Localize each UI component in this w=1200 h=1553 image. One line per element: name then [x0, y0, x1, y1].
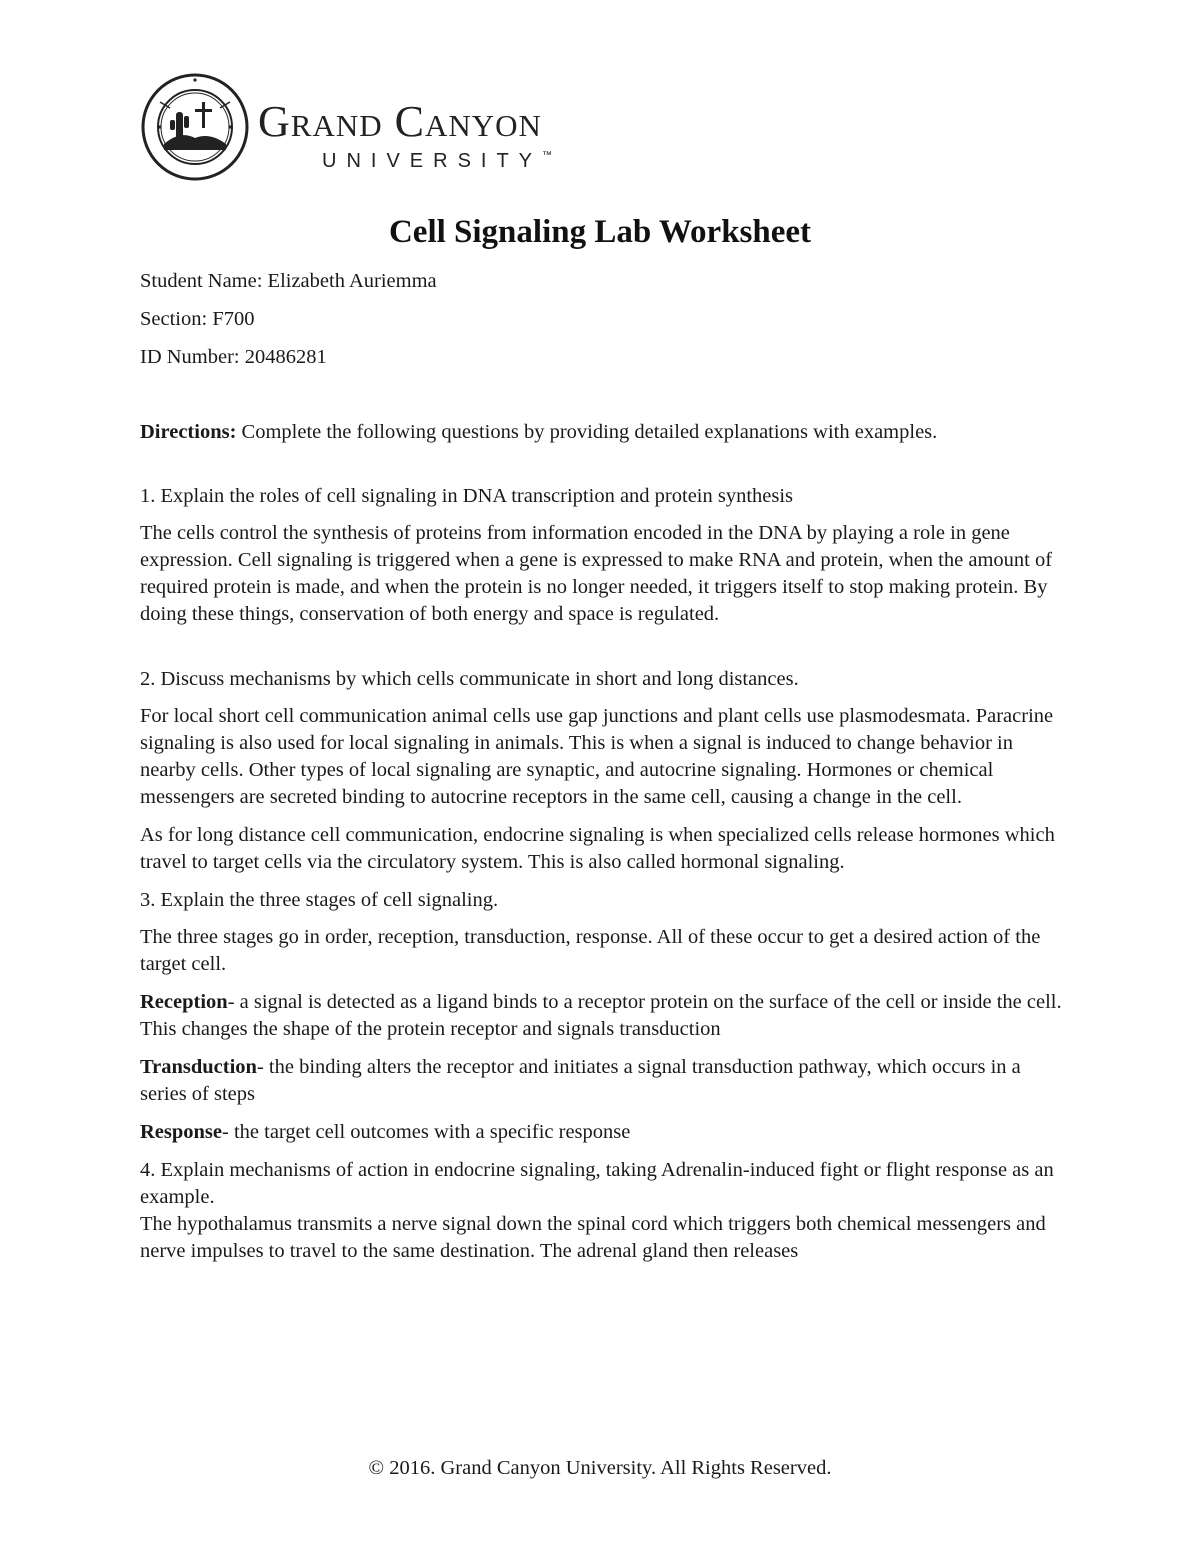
wordmark-university: UNIVERSITY [322, 150, 543, 172]
transduction-term: Transduction [140, 1056, 257, 1078]
student-name-value: Elizabeth Auriemma [267, 270, 437, 292]
transduction-definition [140, 1054, 1065, 1108]
response-definition [140, 1119, 1065, 1146]
section-label: Section: [140, 308, 208, 330]
trademark-symbol: ™ [542, 150, 553, 161]
id-number-value: 20486281 [244, 346, 327, 368]
university-seal-icon [140, 72, 250, 182]
id-number-line [140, 344, 1065, 371]
university-logo [140, 72, 660, 182]
student-name-line [140, 268, 1065, 295]
directions [140, 419, 1065, 446]
wordmark-line1: Grand Canyon [258, 97, 542, 146]
id-number-label: ID Number: [140, 346, 240, 368]
wordmark [258, 97, 553, 173]
question-1: 1. Explain the roles of cell signaling in DNA transcription and protein synthesis [140, 485, 794, 507]
question-4: 4. Explain mechanisms of action in endocrine signaling, taking Adrenalin-induced fight or flight response as an example. [140, 1159, 1054, 1208]
directions-label: Directions: [140, 421, 237, 443]
student-info [140, 268, 1065, 371]
worksheet-body [140, 268, 1065, 1265]
answer-1: The cells control the synthesis of proteins from information encoded in the DNA by playing a role in gene expression. Cell signaling is triggered when a gene is expressed to make RNA and protein, when the amount of required protein is made, and when the protein is no longer needed, it triggers itself to stop making protein. By doing these things, conservation of both energy and space is regulated. [140, 522, 1053, 625]
answer-2-long-distance: As for long distance cell communication, endocrine signaling is when specialized cells release hormones which travel to target cells via the circulatory system. This is also called hormonal signaling. [140, 824, 1055, 873]
question-3: 3. Explain the three stages of cell signaling. [140, 889, 499, 911]
copyright-footer: © 2016. Grand Canyon University. All Rights Reserved. [368, 1457, 832, 1479]
question-2: 2. Discuss mechanisms by which cells communicate in short and long distances. [140, 668, 799, 690]
answer-2-short-distance: For local short cell communication animal cells use gap junctions and plant cells use plasmodesmata. Paracrine signaling is also used for local signaling in animals. This is when a signal is induced to change behavior in nearby cells. Other types of local signaling are synaptic, and autocrine signaling. Hormones or chemical messengers are secreted binding to autocrine receptors in the same cell, causing a change in the cell. [140, 705, 1054, 808]
reception-term: Reception [140, 991, 228, 1013]
reception-definition [140, 989, 1065, 1043]
answer-4: The hypothalamus transmits a nerve signal down the spinal cord which triggers both chemical messengers and nerve impulses to travel to the same destination. The adrenal gland then releases [140, 1213, 1046, 1262]
directions-text: Complete the following questions by providing detailed explanations with examples. [241, 421, 938, 443]
wordmark-line2 [322, 150, 552, 173]
answer-3: The three stages go in order, reception, transduction, response. All of these occur to get a desired action of the target cell. [140, 926, 1041, 975]
response-text: - the target cell outcomes with a specific response [222, 1121, 631, 1143]
transduction-text: - the binding alters the receptor and initiates a signal transduction pathway, which occurs in a series of steps [140, 1056, 1021, 1105]
student-name-label: Student Name: [140, 270, 263, 292]
response-term: Response [140, 1121, 223, 1143]
reception-text: - a signal is detected as a ligand binds to a receptor protein on the surface of the cell or inside the cell. This changes the shape of the protein receptor and signals transduction [140, 991, 1062, 1040]
section-line [140, 306, 1065, 333]
section-value: F700 [212, 308, 255, 330]
page-title: Cell Signaling Lab Worksheet [388, 214, 812, 250]
